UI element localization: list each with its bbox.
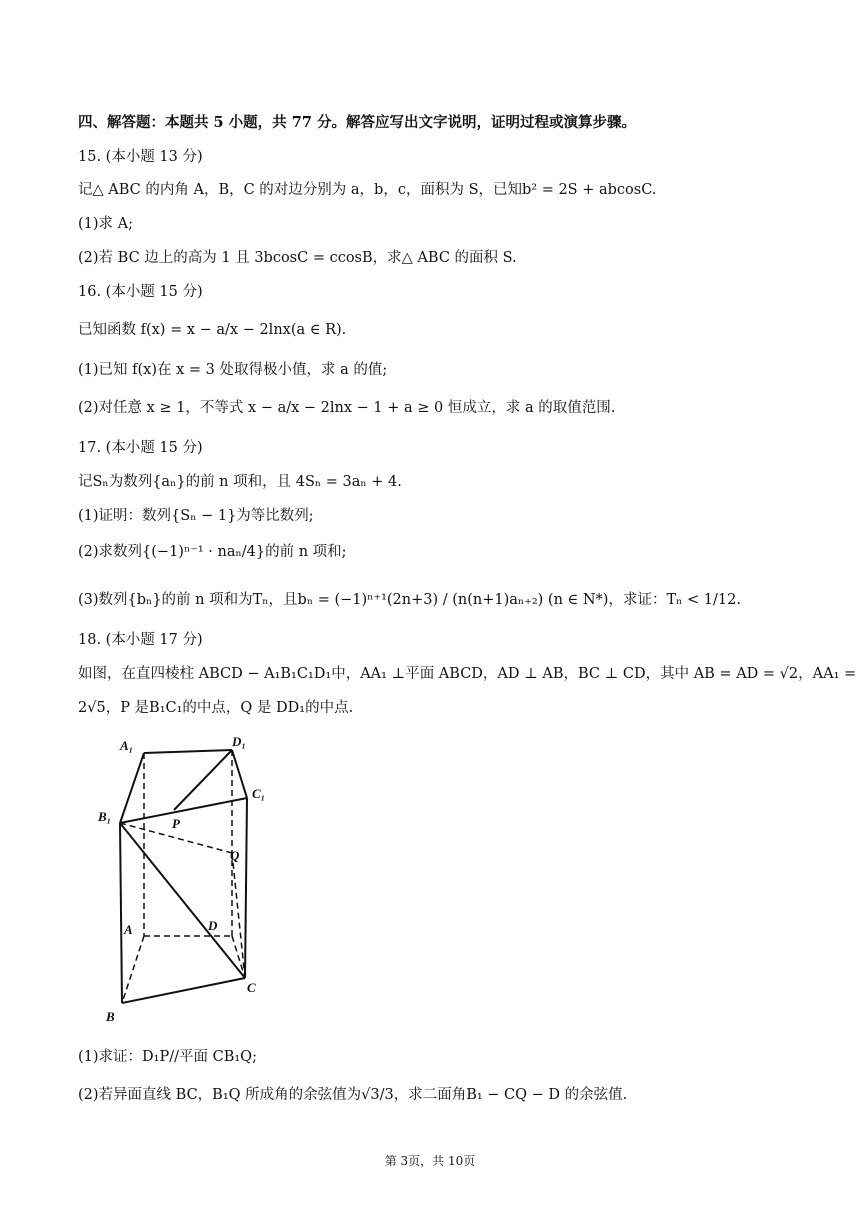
label-q: Q <box>230 848 240 863</box>
q16-heading: 16. (本小题 15 分) <box>78 284 203 300</box>
q17-part2: (2)求数列{(−1)ⁿ⁻¹ · naₙ/4}的前 n 项和; <box>78 544 347 560</box>
label-b1: B₁ <box>98 809 112 824</box>
label-a1: A₁ <box>120 738 134 753</box>
q18-stem-line1: 如图，在直四棱柱 ABCD − A₁B₁C₁D₁中，AA₁ ⊥平面 ABCD，AD ⊥ AB，BC ⊥ CD，其中 AB = AD = √2，AA₁ = <box>78 666 857 682</box>
q17-stem: 记Sₙ为数列{aₙ}的前 n 项和，且 4Sₙ = 3aₙ + 4. <box>78 474 402 490</box>
label-c1: C₁ <box>252 786 266 801</box>
label-b: B <box>106 1009 115 1024</box>
q18-stem-line2: 2√5，P 是B₁C₁的中点，Q 是 DD₁的中点. <box>78 700 354 716</box>
label-p: P <box>172 816 180 831</box>
q18-part1: (1)求证：D₁P//平面 CB₁Q; <box>78 1049 257 1065</box>
section-header: 四、解答题：本题共 5 小题，共 77 分。解答应写出文字说明，证明过程或演算步骤。 <box>78 114 636 131</box>
label-d1: D₁ <box>232 734 246 749</box>
page-footer: 第 3页，共 10页 <box>384 1154 476 1168</box>
q15-part1: (1)求 A; <box>78 216 134 232</box>
q16-part2: (2)对任意 x ≥ 1，不等式 x − a/x − 2lnx − 1 + a ≥ 0 恒成立，求 a 的取值范围. <box>78 400 616 416</box>
q15-heading: 15. (本小题 13 分) <box>78 149 203 165</box>
label-a: A <box>124 922 133 937</box>
q16-stem: 已知函数 f(x) = x − a/x − 2lnx(a ∈ R). <box>78 322 347 338</box>
label-c: C <box>247 980 256 995</box>
q17-part1: (1)证明：数列{Sₙ − 1}为等比数列; <box>78 508 314 524</box>
q16-part1: (1)已知 f(x)在 x = 3 处取得极小值，求 a 的值; <box>78 362 388 378</box>
label-d: D <box>208 918 218 933</box>
q17-part3: (3)数列{bₙ}的前 n 项和为Tₙ，且bₙ = (−1)ⁿ⁺¹(2n+3) / (n(n+1)aₙ₊₂) (n ∈ N*)，求证：Tₙ < 1/12. <box>78 592 741 608</box>
q18-part2: (2)若异面直线 BC，B₁Q 所成角的余弦值为√3/3，求二面角B₁ − CQ − D 的余弦值. <box>78 1087 628 1103</box>
q15-stem: 记△ ABC 的内角 A，B，C 的对边分别为 a，b，c，面积为 S，已知b² = 2S + abcosC. <box>78 182 657 198</box>
q15-part2: (2)若 BC 边上的高为 1 且 3bcosC = ccosB，求△ ABC 的面积 S. <box>78 250 517 266</box>
q18-heading: 18. (本小题 17 分) <box>78 632 203 648</box>
prism-figure <box>92 728 282 1028</box>
q17-heading: 17. (本小题 15 分) <box>78 440 203 456</box>
